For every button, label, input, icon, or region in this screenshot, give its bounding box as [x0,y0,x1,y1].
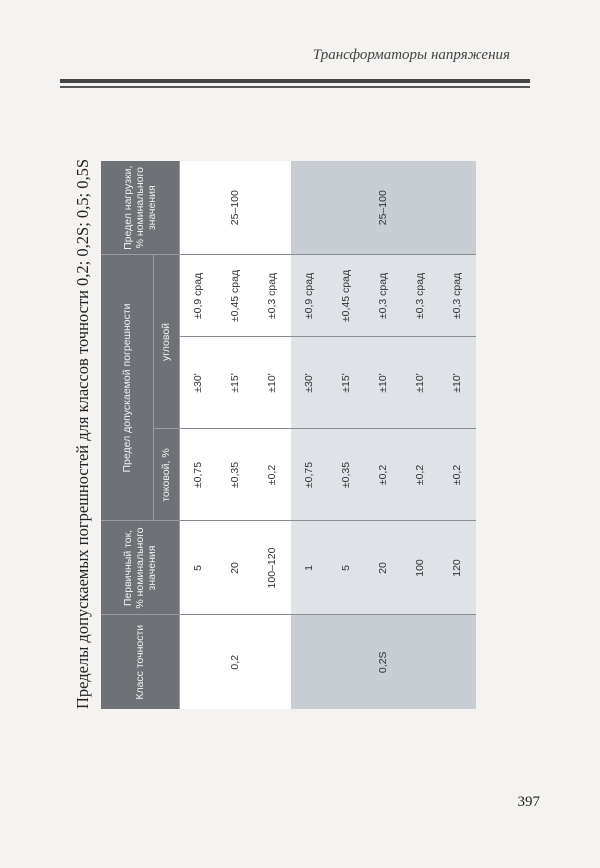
current-error-cell: ±0,75 [179,429,217,521]
angle-crad-cell: ±0,3 срад [439,255,476,337]
current-error-cell: ±0,2 [254,429,291,521]
angle-crad-cell: ±0,9 срад [291,255,328,337]
header-primary-current: Первичный ток, % номинального значения [101,521,179,615]
running-title: Трансформаторы напряжения [312,47,510,63]
current-error-cell: ±0,2 [365,429,402,521]
class-cell: 0,2S [291,615,476,709]
load-cell: 25–100 [291,161,476,255]
table-row [291,161,328,709]
primary-cell: 5 [328,521,365,615]
angle-min-cell: ±15' [217,337,254,429]
primary-cell: 5 [179,521,217,615]
primary-cell: 100–120 [254,521,291,615]
angle-min-cell: ±10' [439,337,476,429]
header-error-limit: Предел допускаемой погрешности [101,255,153,521]
angle-crad-cell: ±0,45 срад [328,255,365,337]
table-caption: Пределы допускаемых погрешностей для классов точности 0,2; 0,2S; 0,5; 0,5S [73,158,92,709]
header-rule-thin [60,86,530,88]
rotated-table-content [72,158,463,709]
header-current-error: токовой, % [153,429,179,521]
class-cell: 0,2 [179,615,291,709]
header-rule-thick [60,79,530,83]
table-row [179,161,217,709]
primary-cell: 20 [217,521,254,615]
primary-cell: 1 [291,521,328,615]
rotated-table-region [72,158,600,709]
header-angular-error: угловой [153,255,179,429]
current-error-cell: ±0,35 [328,429,365,521]
header-load-limit: Предел нагрузки, % номинального значения [101,161,179,255]
angle-min-cell: ±10' [402,337,439,429]
page-number: 397 [517,794,540,810]
current-error-cell: ±0,2 [439,429,476,521]
current-error-cell: ±0,35 [217,429,254,521]
angle-min-cell: ±30' [291,337,328,429]
load-cell: 25–100 [179,161,291,255]
primary-cell: 100 [402,521,439,615]
angle-min-cell: ±10' [365,337,402,429]
current-error-cell: ±0,75 [291,429,328,521]
primary-cell: 20 [365,521,402,615]
error-limits-table [101,161,476,709]
angle-min-cell: ±15' [328,337,365,429]
angle-crad-cell: ±0,3 срад [402,255,439,337]
angle-crad-cell: ±0,3 срад [365,255,402,337]
primary-cell: 120 [439,521,476,615]
angle-min-cell: ±10' [254,337,291,429]
angle-crad-cell: ±0,45 срад [217,255,254,337]
header-class: Класс точности [101,615,179,709]
angle-min-cell: ±30' [179,337,217,429]
current-error-cell: ±0,2 [402,429,439,521]
angle-crad-cell: ±0,3 срад [254,255,291,337]
angle-crad-cell: ±0,9 срад [179,255,217,337]
